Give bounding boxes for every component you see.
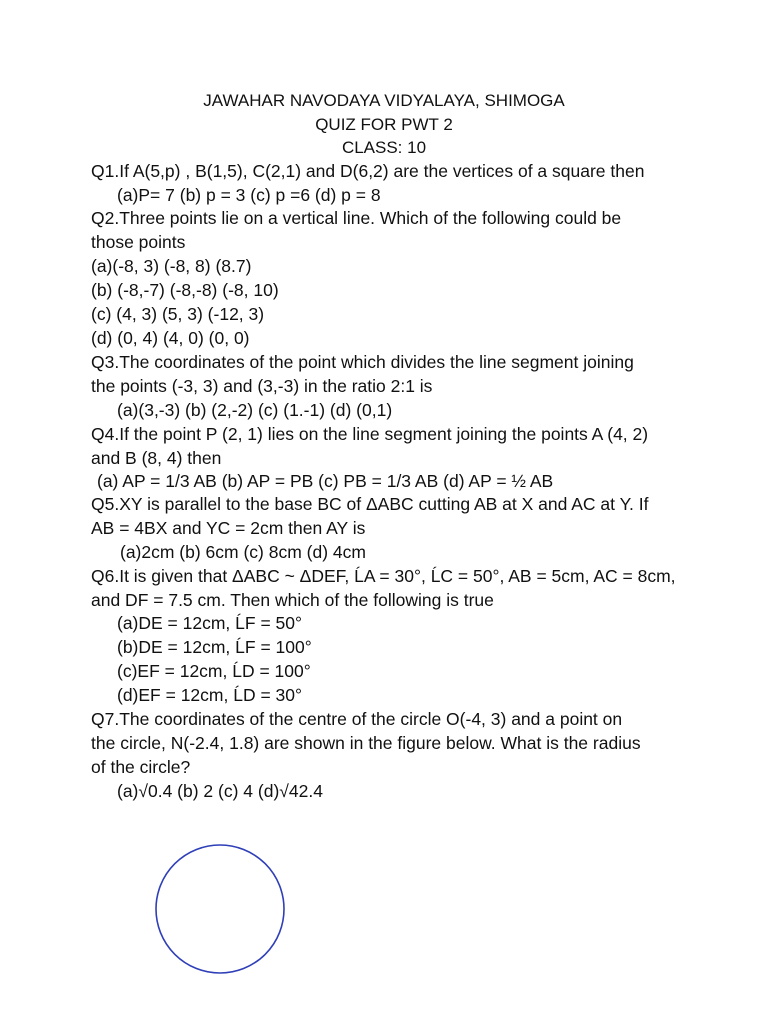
q7-question-line-1: Q7.The coordinates of the centre of the circle O(-4, 3) and a point on [91, 709, 623, 729]
q4-options: (a) AP = 1/3 AB (b) AP = PB (c) PB = 1/3 AB (d) AP = ½ AB [97, 471, 554, 491]
q2-question-line-2: those points [91, 232, 186, 252]
q3-question-line-1: Q3.The coordinates of the point which divides the line segment joining [91, 352, 634, 372]
q6-option-a: (a)DE = 12cm, ĹF = 50° [117, 613, 302, 633]
circle-figure [154, 843, 286, 975]
school-name: JAWAHAR NAVODAYA VIDYALAYA, SHIMOGA [203, 91, 565, 110]
q4-question-line-1: Q4.If the point P (2, 1) lies on the line segment joining the points A (4, 2) [91, 424, 649, 444]
q6-question-line-1: Q6.It is given that ΔABC ~ ΔDEF, ĹA = 30°, ĹC = 50°, AB = 5cm, AC = 8cm, [91, 566, 676, 586]
circle-outline [156, 845, 284, 973]
q5-options: (a)2cm (b) 6cm (c) 8cm (d) 4cm [120, 542, 366, 562]
q5-question-line-1: Q5.XY is parallel to the base BC of ΔABC cutting AB at X and AC at Y. If [91, 494, 649, 514]
q7-options: (a)√0.4 (b) 2 (c) 4 (d)√42.4 [117, 781, 323, 801]
q2-option-a: (a)(-8, 3) (-8, 8) (8.7) [91, 256, 252, 276]
q6-option-b: (b)DE = 12cm, ĹF = 100° [117, 637, 312, 657]
q5-question-line-2: AB = 4BX and YC = 2cm then AY is [91, 518, 366, 538]
q3-options: (a)(3,-3) (b) (2,-2) (c) (1.-1) (d) (0,1) [117, 400, 393, 420]
class-label: CLASS: 10 [341, 138, 427, 157]
q1-question-line-1: Q1.If A(5,p) , B(1,5), C(2,1) and D(6,2) are the vertices of a square then [91, 161, 645, 181]
q6-question-line-2: and DF = 7.5 cm. Then which of the following is true [91, 590, 494, 610]
q6-option-d: (d)EF = 12cm, ĹD = 30° [117, 685, 302, 705]
q2-question-line-1: Q2.Three points lie on a vertical line. Which of the following could be [91, 208, 622, 228]
q2-option-c: (c) (4, 3) (5, 3) (-12, 3) [91, 304, 265, 324]
q2-option-d: (d) (0, 4) (4, 0) (0, 0) [91, 328, 250, 348]
q4-question-line-2: and B (8, 4) then [91, 448, 222, 468]
quiz-title: QUIZ FOR PWT 2 [315, 115, 453, 134]
q6-option-c: (c)EF = 12cm, ĹD = 100° [117, 661, 311, 681]
q7-question-line-3: of the circle? [91, 757, 191, 777]
q3-question-line-2: the points (-3, 3) and (3,-3) in the ratio 2:1 is [91, 376, 433, 396]
q1-options: (a)P= 7 (b) p = 3 (c) p =6 (d) p = 8 [117, 185, 381, 205]
q2-option-b: (b) (-8,-7) (-8,-8) (-8, 10) [91, 280, 279, 300]
q7-question-line-2: the circle, N(-2.4, 1.8) are shown in the figure below. What is the radius [91, 733, 641, 753]
